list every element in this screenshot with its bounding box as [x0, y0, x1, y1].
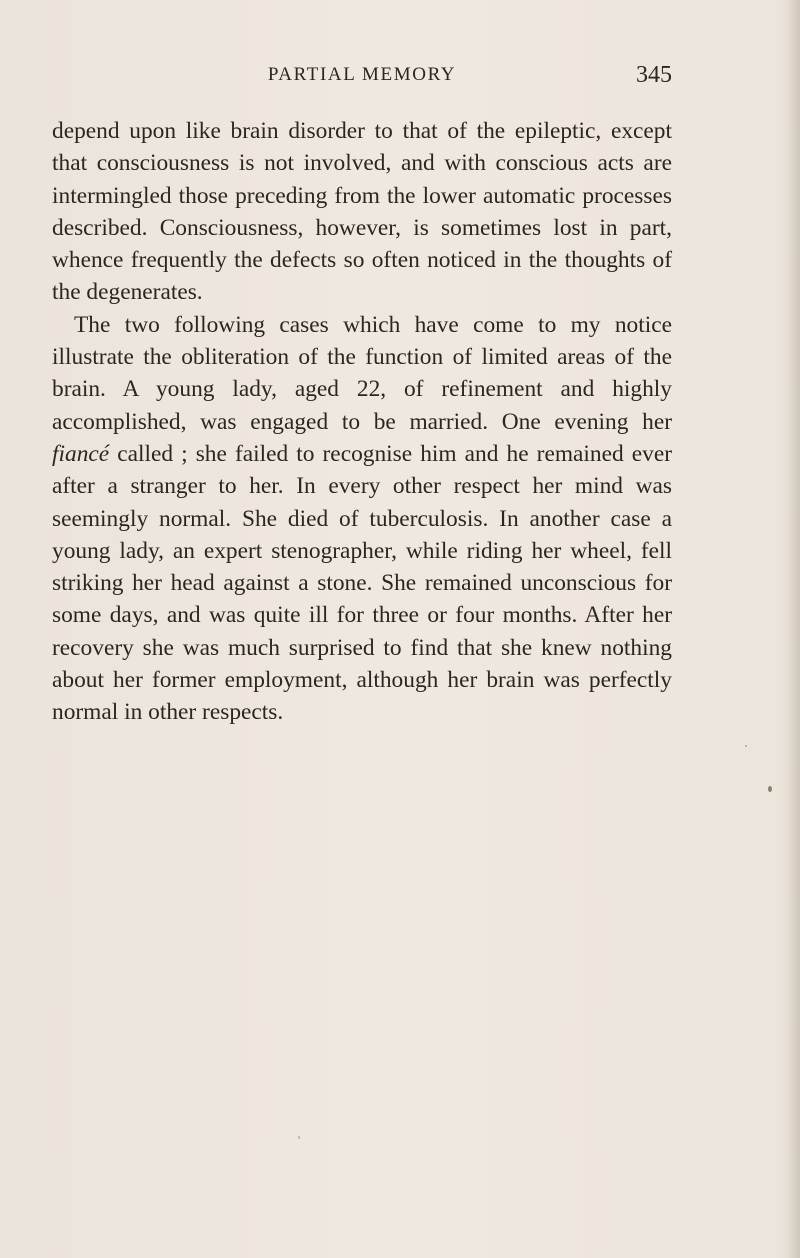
body-text	[52, 115, 672, 729]
page-edge-shadow	[786, 0, 800, 1258]
paper-speck	[768, 786, 772, 792]
paragraph-2	[52, 309, 672, 729]
running-head: PARTIAL MEMORY	[267, 64, 457, 85]
paper-speck	[745, 745, 747, 747]
page-header	[52, 62, 672, 96]
paper-speck	[298, 1136, 300, 1139]
paragraph-2-text-start: The two following cases which have come to my notice illustrate the obliteration of the function of limited areas of the brain. A young lady, aged 22, of refinement and highly accomplished, was engaged to be married. One evening her	[52, 311, 672, 435]
paragraph-1: depend upon like brain disorder to that of the epileptic, except that consciousness is not involved, and with conscious acts are intermingled those preceding from the lower automatic processes described. Consciousness, however, is sometimes lost in part, whence frequently the defects so often noticed in the thoughts of the degenerates.	[52, 118, 672, 306]
italic-word-fiance: fiancé	[52, 440, 110, 467]
page-number: 345	[636, 62, 672, 88]
paragraph-2-text-end: called ; she failed to recognise him and he remained ever after a stranger to her. In every other respect her mind was seemingly normal. She died of tuberculosis. In another case a young lady, an expert stenographer, while riding her wheel, fell striking her head against a stone. She remained unconscious for some days, and was quite ill for three or four months. After her recovery she was much surprised to find that she knew nothing about her former employment, although her brain was perfectly normal in other respects.	[52, 440, 672, 726]
